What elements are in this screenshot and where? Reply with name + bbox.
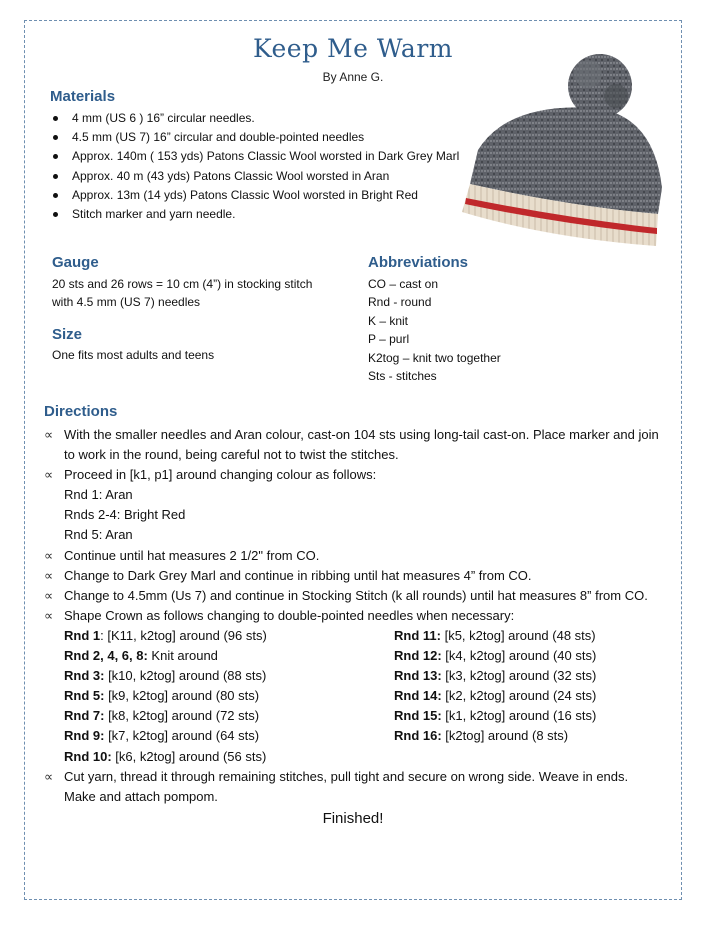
direction-step: ∝ Shape Crown as follows changing to double-pointed needles when necessary: bbox=[44, 606, 664, 626]
abbreviation-item: CO – cast on bbox=[368, 277, 439, 291]
proportional-symbol-icon: ∝ bbox=[44, 547, 54, 563]
materials-item: Approx. 140m ( 153 yds) Patons Classic Wool worsted in Dark Grey Marl bbox=[50, 147, 470, 166]
crown-round: Rnd 2, 4, 6, 8: Knit around bbox=[64, 648, 218, 664]
crown-rounds-left bbox=[64, 626, 394, 767]
bullet-dot-icon bbox=[53, 135, 58, 140]
finished-text: Finished! bbox=[322, 810, 384, 827]
bullet-dot-icon bbox=[53, 174, 58, 179]
abbreviation-item: P – purl bbox=[368, 332, 410, 347]
crown-round: Rnd 3: [k10, k2tog] around (88 sts) bbox=[64, 668, 267, 684]
crown-round: Rnd 15: [k1, k2tog] around (16 sts) bbox=[394, 708, 597, 724]
abbreviations-list bbox=[368, 275, 501, 385]
proportional-symbol-icon: ∝ bbox=[44, 427, 54, 442]
direction-step: ∝ Cut yarn, thread it through remaining stitches, pull tight and secure on wrong side. Weave in ends. Make and attach pompom. bbox=[44, 768, 629, 804]
crown-rounds-right bbox=[394, 626, 654, 767]
page-title: Keep Me Warm bbox=[253, 34, 453, 63]
abbreviation-item: Sts - stitches bbox=[368, 369, 437, 384]
proportional-symbol-icon: ∝ bbox=[44, 607, 54, 623]
direction-step: ∝ Proceed in [k1, p1] around changing colour as follows: bbox=[44, 465, 664, 485]
crown-round: Rnd 12: [k4, k2tog] around (40 sts) bbox=[394, 648, 597, 664]
bullet-dot-icon bbox=[53, 212, 58, 217]
bullet-dot-icon bbox=[53, 116, 58, 121]
crown-round: Rnd 1: [K11, k2tog] around (96 sts) bbox=[64, 627, 267, 643]
crown-round: Rnd 9: [k7, k2tog] around (64 sts) bbox=[64, 728, 260, 744]
crown-round: Rnd 14: [k2, k2tog] around (24 sts) bbox=[394, 688, 597, 704]
materials-item: 4 mm (US 6 ) 16” circular needles. bbox=[50, 109, 470, 128]
proportional-symbol-icon: ∝ bbox=[44, 587, 54, 603]
materials-item: 4.5 mm (US 7) 16” circular and double-pointed needles bbox=[50, 128, 470, 147]
abbreviations-heading: Abbreviations bbox=[368, 254, 469, 271]
crown-round: Rnd 16: [k2tog] around (8 sts) bbox=[394, 728, 569, 744]
color-round: Rnd 1: Aran bbox=[64, 487, 133, 503]
directions-heading: Directions bbox=[44, 403, 118, 420]
direction-step: ∝ Change to Dark Grey Marl and continue in ribbing until hat measures 4” from CO. bbox=[44, 566, 664, 586]
materials-list bbox=[50, 109, 470, 224]
proportional-symbol-icon: ∝ bbox=[44, 467, 54, 483]
abbreviation-item: K – knit bbox=[368, 313, 409, 328]
author-byline: By Anne G. bbox=[322, 70, 384, 84]
gauge-text: 20 sts and 26 rows = 10 cm (4”) in stocking stitch with 4.5 mm (US 7) needles bbox=[52, 277, 313, 310]
gauge-heading: Gauge bbox=[52, 254, 99, 271]
size-heading: Size bbox=[52, 326, 83, 343]
crown-rounds-grid bbox=[44, 626, 664, 767]
color-round: Rnds 2-4: Bright Red bbox=[64, 507, 186, 523]
directions-list bbox=[44, 425, 664, 807]
materials-item: Approx. 13m (14 yds) Patons Classic Wool worsted in Bright Red bbox=[50, 186, 470, 205]
crown-round: Rnd 11: [k5, k2tog] around (48 sts) bbox=[394, 627, 596, 643]
materials-item: Approx. 40 m (43 yds) Patons Classic Wool worsted in Aran bbox=[50, 167, 470, 186]
crown-round: Rnd 7: [k8, k2tog] around (72 sts) bbox=[64, 708, 260, 724]
bullet-dot-icon bbox=[53, 193, 58, 198]
crown-round: Rnd 10: [k6, k2tog] around (56 sts) bbox=[64, 748, 267, 764]
proportional-symbol-icon: ∝ bbox=[44, 768, 54, 784]
abbreviation-item: K2tog – knit two together bbox=[368, 350, 501, 365]
crown-round: Rnd 5: [k9, k2tog] around (80 sts) bbox=[64, 688, 260, 704]
crown-round: Rnd 13: [k3, k2tog] around (32 sts) bbox=[394, 668, 597, 684]
size-text: One fits most adults and teens bbox=[52, 348, 215, 362]
hat-image bbox=[448, 38, 684, 278]
direction-step: ∝ Change to 4.5mm (Us 7) and continue in Stocking Stitch (k all rounds) until hat measures 8” from CO. bbox=[44, 586, 664, 606]
direction-step: ∝ Continue until hat measures 2 1/2" from CO. bbox=[44, 546, 664, 566]
abbreviation-item: Rnd - round bbox=[368, 295, 432, 310]
proportional-symbol-icon: ∝ bbox=[44, 567, 54, 583]
color-round: Rnd 5: Aran bbox=[64, 527, 133, 543]
materials-heading: Materials bbox=[50, 88, 116, 105]
materials-item: Stitch marker and yarn needle. bbox=[50, 205, 470, 224]
direction-step: ∝ With the smaller needles and Aran colour, cast-on 104 sts using long-tail cast-on. Place marker and join to work in the round, being careful not to twist the stitches. bbox=[44, 427, 659, 463]
bullet-dot-icon bbox=[53, 154, 58, 159]
